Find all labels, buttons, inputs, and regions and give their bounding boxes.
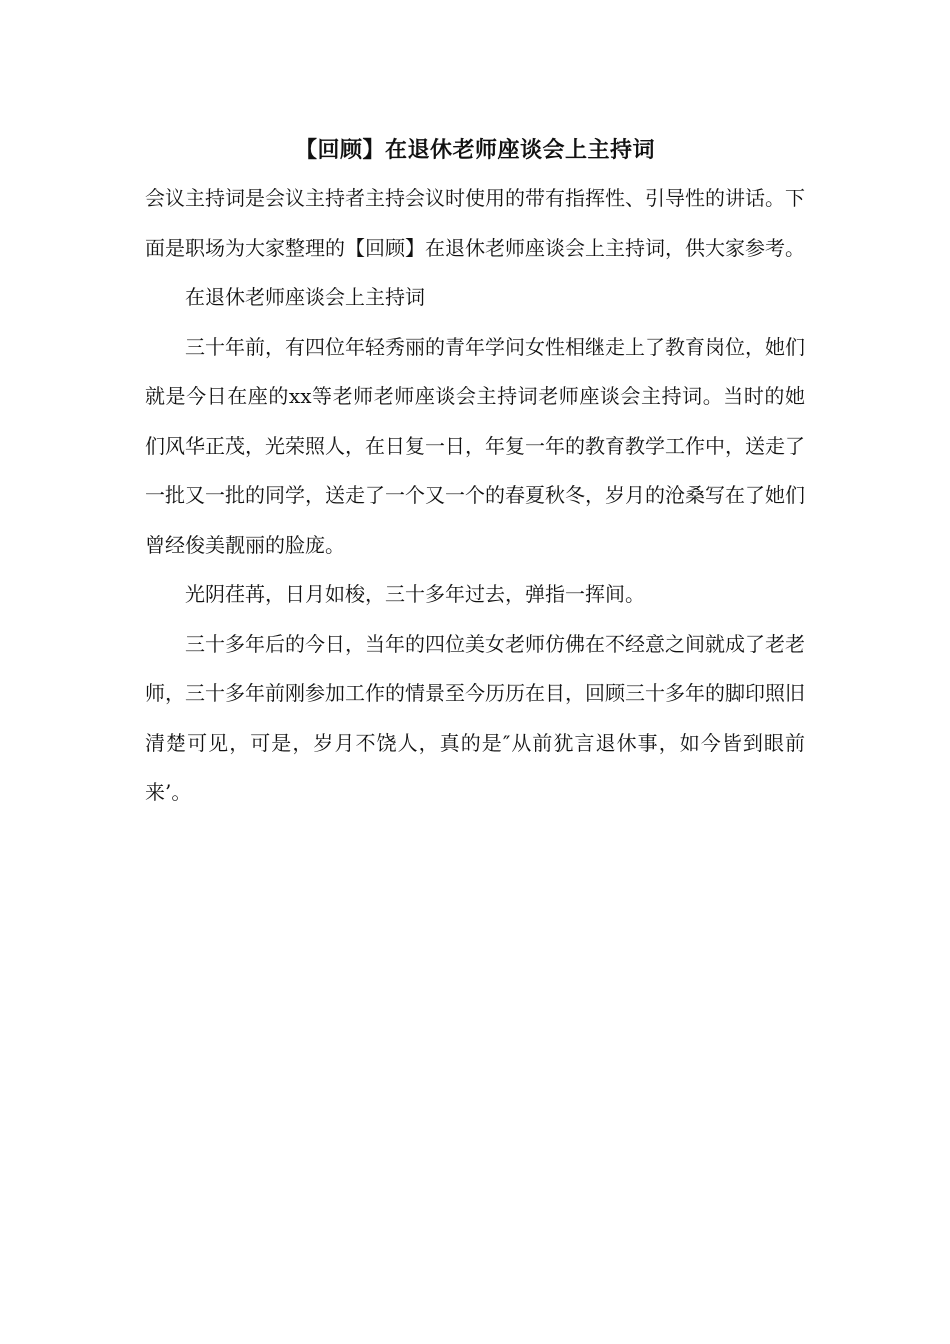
section-heading: 在退休老师座谈会上主持词: [185, 285, 425, 309]
body-paragraph-1: 三十年前，有四位年轻秀丽的青年学问女性相继走上了教育岗位，她们就是今日在座的xx等老师老师座谈会主持词老师座谈会主持词。当时的她们风华正茂，光荣照人，在日复一日，年复一年的教育教学工作中，送走了一批又一批的同学，送走了一个又一个的春夏秋冬，岁月的沧桑写在了她们曾经俊美靓丽的脸庞。: [145, 334, 805, 557]
document-title: 【回顾】在退休老师座谈会上主持词: [294, 137, 655, 163]
intro-paragraph: 会议主持词是会议主持者主持会议时使用的带有指挥性、引导性的讲话。下面是职场为大家整理的【回顾】在退休老师座谈会上主持词，供大家参考。: [145, 186, 805, 260]
body-paragraph-2: 光阴荏苒，日月如梭，三十多年过去，弹指一挥间。: [185, 582, 645, 606]
body-paragraph-3: 三十多年后的今日，当年的四位美女老师仿佛在不经意之间就成了老老师，三十多年前刚参加工作的情景至今历历在目，回顾三十多年的脚印照旧清楚可见，可是，岁月不饶人，真的是″从前犹言退休事，如今皆到眼前来’。: [145, 631, 805, 804]
document-body: [145, 128, 805, 818]
